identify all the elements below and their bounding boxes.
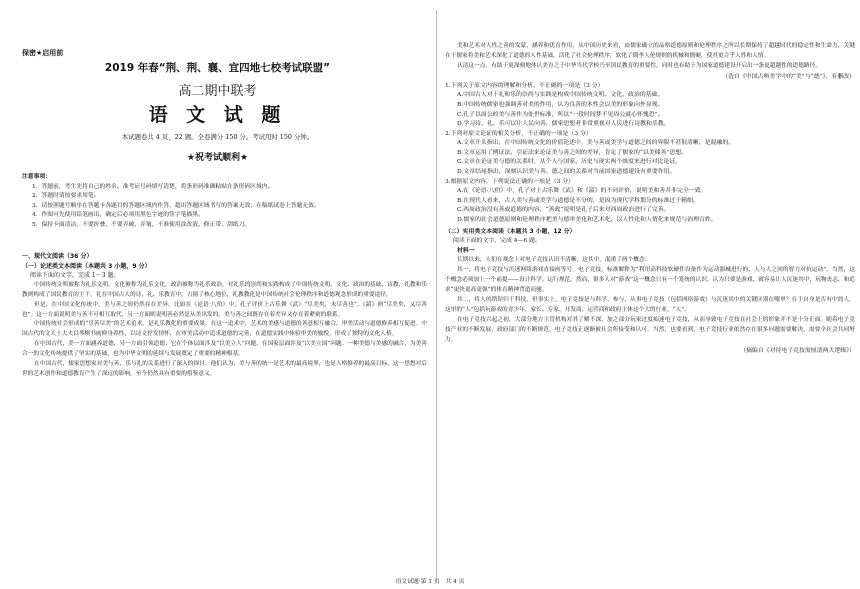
question-option: D.文章结尾指出，深刻认识美与善、德之间的关系对当前国家道德建设有重要作用。 <box>457 169 676 176</box>
material-title: 材料一 <box>457 247 475 254</box>
question-option: A.在《论语·八佾》中，孔子对上古乐舞《武》和《韶》的不同评价，说明美和善并非完全一致。 <box>457 188 707 195</box>
notes-item: 5．保持卡面清洁，不要折叠、不要弄破、弄皱，不准使用涂改液、修正带、刮纸刀。 <box>32 221 251 228</box>
exam-info: 本试题卷共 4 页，22 题。全卷满分 150 分。考试用时 150 分钟。 <box>121 133 314 141</box>
question-option: D.儒家的社会道德原则和伦理秩序把美与德审美化和艺术化，以人性化和人情化来规范与治理百姓。 <box>457 217 717 224</box>
notes-item: 1．答题前，考生先将自己的姓名、准考证号码填写清楚，将条形码准确粘贴在条形码区域内。 <box>32 183 274 190</box>
passage-paragraph: 认清这一点，有助于更深刻地体认美育之于中华当代学校乃至国民教育的重要性，同时也有助于为国家道德建设开启出一条更超越性的道德路径。 <box>457 62 821 69</box>
question-option: B.文章运用了例证法、引证法来论证美与善之间的差异，肯定了儒家的“以美储善”思想。 <box>457 149 688 156</box>
notes-block <box>22 173 427 231</box>
question-option: D.学习诗、礼、乐可以让人民向善，儒家思想者非常重视对人民进行诗教和乐教。 <box>457 121 670 128</box>
subsection-heading: （一）论述类文本阅读（本题共 3 小题，9 分） <box>22 262 151 270</box>
passage-paragraph: 但是，在中国文化传统中，美与善之间仍然存在差异。比如在《论语·八佾》中，孔子评价上古乐舞《武》“尽美矣，未尽善也”，《韶》则“尽美矣，又尽善也”。这一方面说明美与善不可相互取代，另一方面则说明善必然是从美出发的，美与善之间既存在着差异又存在着紧密的联系。 <box>22 301 427 318</box>
good-luck-banner: ★祝考试顺利★ <box>186 153 249 163</box>
passage-paragraph: 在中国古代，儒家思想家对美与善、乐与礼的关系进行了深入的探讨。他们认为，美与善的统一是艺术的最高境界，也是人格修养的最高目标。这一思想对后世的艺术创作和道德教育产生了深远的影响，至今仍然具有重要的借鉴意义。 <box>22 361 427 377</box>
question-option: A.中国古人对于礼和乐的崇尚与实践是构成中国传统文明、文化、政治的基础。 <box>457 92 664 99</box>
passage-paragraph: 长期以来，人们在观念上对电子竞技认识不清晰，这其中，混淆了两个概念： <box>457 257 651 264</box>
passage-paragraph: 美和艺术对人性之善的发蒙、涵养和优育作用，从中国历史来看，由儒家确立的品格道德原则和伦理秩序之所以长期保持了超越时代的稳定性和生命力，关键在于儒家将美和艺术深化了道德的人性基础，活化了社会伦理秩序，软化了僵李人伦规则的机械和僵硬，使其更合乎人性和人情。 <box>445 43 855 59</box>
question-option: C.文章在论证美与德的关系时，从个人与国家、历史与现实两个维度来进行对比论证。 <box>457 159 682 166</box>
exam-subtitle: 高二期中联考 <box>178 84 257 99</box>
exam-title: 2019 年春“荆、荆、襄、宜四地七校考试联盟” <box>104 62 331 74</box>
question-option: B.中国传统儒家也强调善对美的作用，认为良善的本性会以美的形象向外显现。 <box>457 101 664 108</box>
notes-item: 2．答题时请按要求用笔。 <box>32 193 100 200</box>
secret-label: 保密★启用前 <box>22 49 64 57</box>
source-citation: （摘编自《对待电子竞技需厘清两大逻辑》） <box>740 347 855 354</box>
page-title: 语 文 试 题 <box>148 104 287 126</box>
instruction-text: 阅读下面的文字，完成 4—6 题。 <box>453 238 541 245</box>
notes-item: 3．请按照题号顺序在答题卡各题目的答题区域内作答，超出答题区域书写的答案无效；在稿纸试卷上答题无效。 <box>32 202 320 209</box>
passage-paragraph: 在电子竞技兴起之初，大部分地方主管机构对其了解不深，加之部分玩家过度痴迷电子竞技，从而导致电子竞技在社会上的形象并不是十分正面。随着电子竞技产业的不断发展，政府部门的不断规范，电子竞技正逐渐被社会所接受和认可。当然，也要看到，电子竞技行业依然存在很多问题需要解决，需要全社会共同努力。 <box>445 316 855 343</box>
question-stem: 2.下列对原文论证的相关分析，不正确的一项是（3 分） <box>445 130 592 137</box>
question-stem: 3.根据原文内容，下列说法正确的一项是（3 分） <box>445 178 575 185</box>
question-option: C.孔子以周公的美与善作为处世标准，所以“一段时间梦不见周公就心怀愧恐”。 <box>457 111 664 118</box>
column-divider <box>436 10 437 580</box>
question-option: B.在现代人看来，古人美与善或美学与道德是不分的，是因为现代学科划分的标准过于精细。 <box>457 197 699 204</box>
question-option: C.西周政治没有善或道德的内容，“善政”说明是孔子后来对西周政治进行了完善。 <box>457 207 670 214</box>
question-stem: 1.下列关于原文内容的理解和分析，不正确的一项是（3 分） <box>445 82 604 89</box>
source-citation: （选自《中国古典美学中的“美”与“德”》，有删改） <box>722 73 855 80</box>
passage-paragraph: 其一，将电子竞技与沉迷网络游戏直接画等号。电子竞技，标准解释为“利用高科技软硬件设备作为运动器械进行的、人与人之间的智力对抗运动”。当然，这个概念必须加上一个前提——设计科学、运行规范。然而，很多人对“游戏”这一概念只有一个笼统的认识，认为只要是游戏，就容易让人沉迷其中，玩物丧志，和追求“更快更高更强”的体育精神背道而驰。 <box>445 267 855 294</box>
instruction-text: 阅读下面的文字，完成 1～3 题。 <box>30 272 120 280</box>
right-column <box>445 42 855 356</box>
notes-item: 4．作图可先使用铅笔画出，确定后必须用黑色字迹的签字笔描黑。 <box>32 212 204 219</box>
question-option: A.文章开头指出，在中国传统文化的价值论述中，美与善或美学与道德之间的界限不甚很清晰，是混融的。 <box>457 140 735 147</box>
section-one <box>22 252 427 380</box>
passage-paragraph: 中国传统社会形成的“尽善尽美”的艺术追求，是礼乐教化的重要成果。在这一追求中，艺术的美感与道德的善意相互融合，审美活动与道德修养相互促进。中国古代的文人士大夫以琴棋书画修身养性，以诗文抒发情怀，在审美活动中追求道德的完善，在道德实践中体验审美的愉悦，形成了独特的文化人格。 <box>22 321 427 338</box>
passage-paragraph: 中国传统文明被称为礼乐文明，文化被称为礼乐文化，政治被称为礼乐政治。对礼乐的崇尚和实践构成了中国传统文明、文化、政治的基础，诗教、礼教和乐教则构成了国民教育的主干。礼在中国古人的诗、礼、乐教育中，占据了核心地位，礼教教化是中国传统社会伦理秩序和道德观念形成的重要途径。 <box>22 281 427 298</box>
subsection-heading: （二）实用类文本阅读（本题共 3 小题，12 分） <box>445 228 576 235</box>
notes-heading: 注意事项： <box>22 174 51 180</box>
passage-paragraph: 在中国古代，美一方面涵养道德，另一方面引领道德；它在个体层面涉及“以美立人”问题，在国家层面涉及“以美立国”问题。一种美德与美感的融合，为美善合一的文化传统提供了坚实的基础，也为中华文明的延续与发展奠定了重要的精神根基。 <box>22 341 427 358</box>
passage-paragraph: 其二，将人的错误归于科技，但事实上，电子竞技是与科学、参与、从事电子竞技（包括网络游戏）与沉迷其中的关键区别在哪里？在于自身是否有中的人。这里的“人”包括玩游戏的青少年、家长、专家、开发商、运营商和政府主体这个大的行业，“人”。 <box>445 297 855 313</box>
section-heading: 一、现代文阅读（36 分） <box>22 253 93 260</box>
page-footer: 语文试题·第 1 页 共 4 页 <box>395 579 465 585</box>
